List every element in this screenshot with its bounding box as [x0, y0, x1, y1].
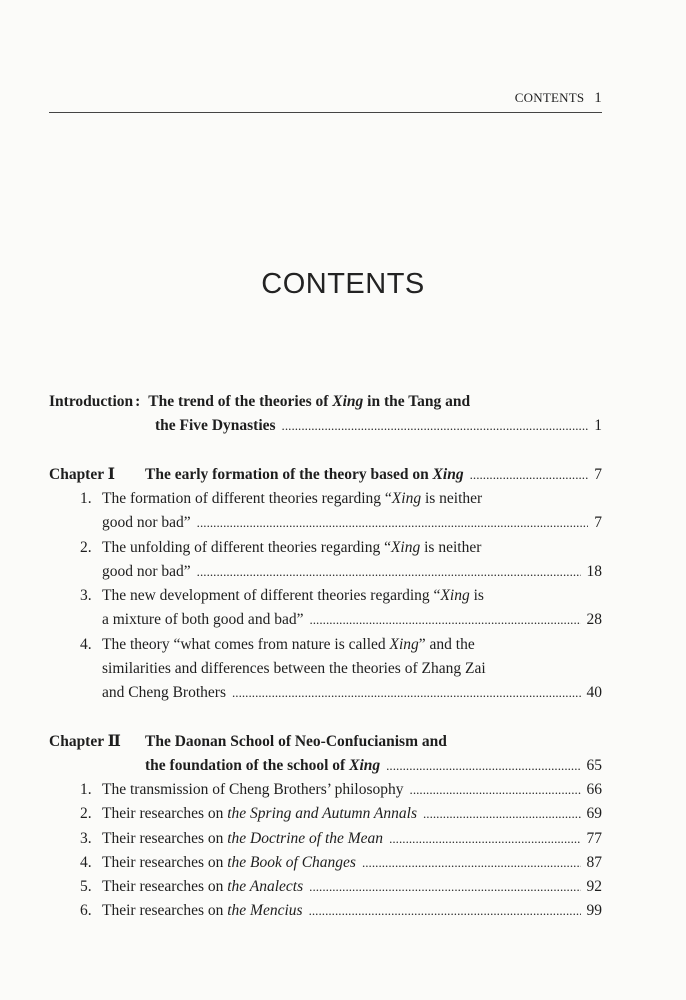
entry-text: The theory “what comes from nature is called — [102, 636, 390, 653]
leader-dots — [423, 803, 581, 825]
toc-intro-line-1 — [49, 391, 602, 413]
toc-intro-line-2[interactable] — [155, 415, 602, 437]
entry-text: Their researches on — [102, 902, 228, 919]
entry-number: 2. — [80, 539, 92, 556]
entry-number: 1. — [80, 490, 92, 507]
entry-text: is — [469, 587, 484, 604]
intro-separator: : — [135, 393, 141, 410]
entry-text: The formation of different theories regarding “ — [102, 490, 392, 507]
chapter2-title-italic: Xing — [349, 757, 381, 774]
entry-text-italic: the Analects — [227, 878, 304, 895]
chapter1-title-italic: Xing — [432, 466, 464, 483]
leader-dots — [389, 828, 580, 850]
toc-ch2-entry2[interactable] — [80, 803, 602, 825]
running-header-page-number: 1 — [594, 90, 602, 106]
entry-page-number: 69 — [586, 805, 602, 822]
intro-title-part1: The trend of the theories of — [148, 393, 333, 410]
running-header — [49, 90, 602, 107]
entry-text-italic: Xing — [389, 636, 419, 653]
toc-chapter1-heading[interactable] — [49, 464, 602, 486]
toc-ch1-entry4-line3[interactable] — [102, 682, 602, 704]
toc-ch1-entry4-line2 — [102, 658, 602, 680]
entry-text-italic: the Book of Changes — [227, 854, 356, 871]
leader-dots — [309, 900, 581, 922]
entry-text-italic: the Doctrine of the Mean — [227, 830, 384, 847]
entry-text: a mixture of both good and bad” — [102, 611, 304, 628]
leader-dots — [232, 682, 581, 704]
leader-dots — [309, 876, 580, 898]
entry-text: is neither — [420, 539, 482, 556]
entry-page-number: 92 — [586, 878, 602, 895]
entry-number: 3. — [80, 587, 92, 604]
chapter2-page-number: 65 — [586, 757, 602, 774]
entry-text: Their researches on — [102, 854, 228, 871]
chapter1-page-number: 7 — [594, 466, 602, 483]
entry-number: 4. — [80, 636, 92, 653]
entry-page-number: 77 — [586, 830, 602, 847]
chapter1-title-part1: The early formation of the theory based on — [145, 466, 433, 483]
entry-text: The new development of different theories regarding “ — [102, 587, 441, 604]
chapter2-title-line2: the foundation of the school of — [145, 757, 350, 774]
toc-ch1-entry2-line1 — [80, 537, 602, 559]
intro-page-number: 1 — [594, 417, 602, 434]
entry-text: The unfolding of different theories regarding “ — [102, 539, 391, 556]
toc-chapter2-heading-line2[interactable] — [145, 755, 602, 777]
toc-ch2-entry3[interactable] — [80, 828, 602, 850]
toc-ch1-entry4-line1 — [80, 634, 602, 656]
entry-text: is neither — [421, 490, 483, 507]
chapter1-label: Chapter Ⅰ — [49, 466, 115, 483]
toc-chapter2-heading-line1 — [49, 731, 602, 753]
running-header-label: CONTENTS — [514, 90, 585, 105]
entry-text-italic: the Mencius — [227, 902, 303, 919]
intro-title-italic: Xing — [332, 393, 364, 410]
entry-page-number: 66 — [586, 781, 602, 798]
toc-ch1-entry1-line1 — [80, 488, 602, 510]
entry-page-number: 18 — [586, 563, 602, 580]
intro-title-part2: in the Tang and — [363, 393, 471, 410]
intro-label: Introduction — [49, 393, 134, 410]
toc-ch2-entry5[interactable] — [80, 876, 602, 898]
entry-page-number: 40 — [586, 684, 602, 701]
chapter2-title-line1: The Daonan School of Neo-Confucianism and — [145, 733, 447, 750]
entry-text: good nor bad” — [102, 563, 191, 580]
entry-page-number: 7 — [594, 514, 602, 531]
entry-number: 5. — [80, 878, 92, 895]
entry-text: good nor bad” — [102, 514, 191, 531]
leader-dots — [309, 609, 580, 631]
toc-ch1-entry3-line1 — [80, 585, 602, 607]
entry-page-number: 87 — [586, 854, 602, 871]
toc-ch1-entry2-line2[interactable] — [102, 561, 602, 583]
entry-text-italic: Xing — [390, 539, 421, 556]
leader-dots — [362, 852, 581, 874]
entry-text: similarities and differences between the theories of Zhang Zai — [102, 660, 486, 677]
leader-dots — [197, 561, 581, 583]
entry-number: 1. — [80, 781, 92, 798]
entry-number: 2. — [80, 805, 92, 822]
leader-dots — [386, 755, 580, 777]
toc-ch2-entry6[interactable] — [80, 900, 602, 922]
chapter2-label: Chapter Ⅱ — [49, 733, 121, 750]
leader-dots — [470, 464, 589, 486]
entry-text-italic: the Spring and Autumn Annals — [227, 805, 417, 822]
leader-dots — [282, 415, 589, 437]
toc-ch1-entry1-line2[interactable] — [102, 512, 602, 534]
entry-text: Their researches on — [102, 878, 228, 895]
entry-text: and Cheng Brothers — [102, 684, 226, 701]
entry-text-italic: Xing — [391, 490, 422, 507]
entry-text: ” and the — [418, 636, 475, 653]
entry-text: Their researches on — [102, 830, 228, 847]
entry-number: 6. — [80, 902, 92, 919]
page-title: CONTENTS — [261, 268, 425, 300]
toc-ch2-entry4[interactable] — [80, 852, 602, 874]
intro-title-line2: the Five Dynasties — [155, 417, 276, 434]
toc-ch1-entry3-line2[interactable] — [102, 609, 602, 631]
entry-number: 4. — [80, 854, 92, 871]
entry-text: The transmission of Cheng Brothers’ philosophy — [102, 781, 404, 798]
leader-dots — [197, 512, 589, 534]
header-rule — [49, 112, 602, 113]
leader-dots — [410, 779, 581, 801]
entry-page-number: 99 — [586, 902, 602, 919]
entry-text: Their researches on — [102, 805, 228, 822]
toc-ch2-entry1[interactable] — [80, 779, 602, 801]
entry-number: 3. — [80, 830, 92, 847]
entry-page-number: 28 — [586, 611, 602, 628]
entry-text-italic: Xing — [440, 587, 470, 604]
